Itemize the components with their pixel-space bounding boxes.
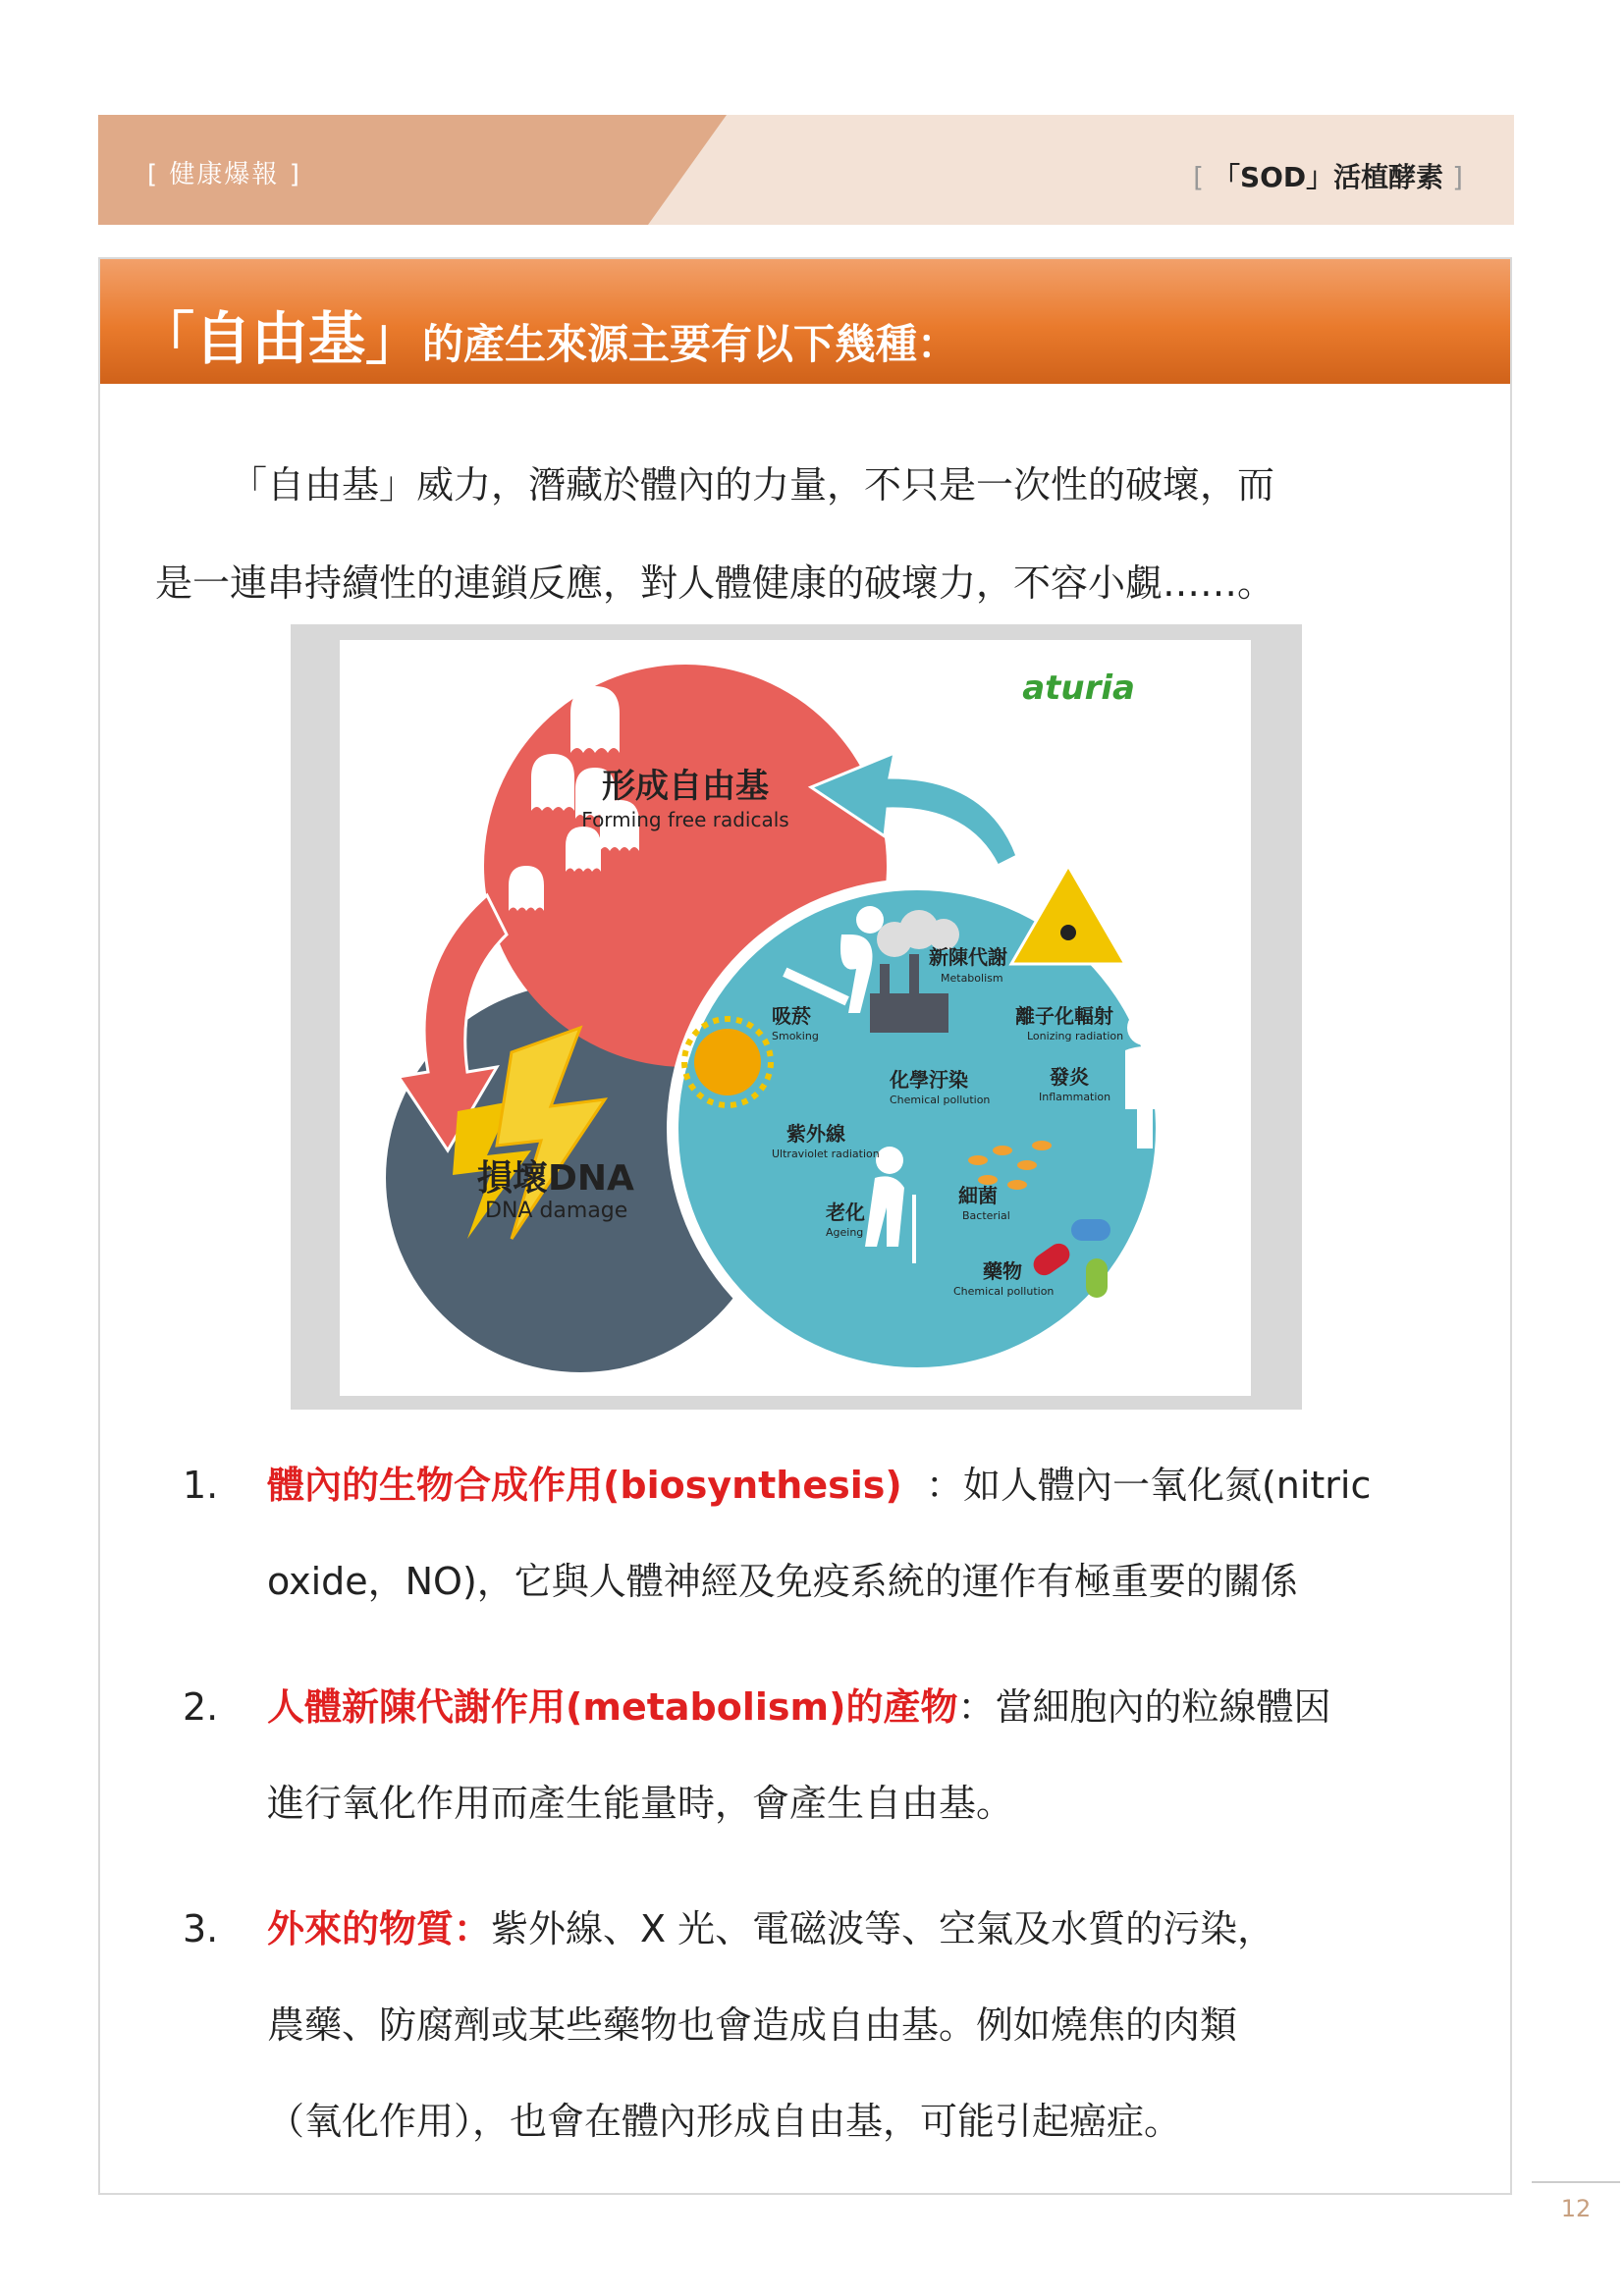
source-list xyxy=(183,1437,1459,2199)
source-label-zh: 細菌 xyxy=(958,1184,998,1207)
list-item xyxy=(183,1659,1459,1851)
content-box xyxy=(98,257,1512,2195)
list-number: 3. xyxy=(183,1907,219,1950)
page-header xyxy=(98,115,1514,225)
source-label-en: Metabolism xyxy=(941,972,1003,985)
source-label-en: Chemical pollution xyxy=(890,1094,991,1106)
list-item xyxy=(183,1437,1459,1629)
header-wedge xyxy=(648,115,727,225)
header-product-label: 「SOD」活植酵素 xyxy=(1212,161,1444,193)
intro-line-1: 「自由基」威力，潛藏於體內的力量，不只是一次性的破壞，而 xyxy=(230,463,1275,507)
source-label-zh: 化學汙染 xyxy=(890,1068,968,1092)
dna-label-en: DNA damage xyxy=(485,1199,628,1223)
header-category: [ 健康爆報 ] xyxy=(147,160,301,189)
list-text: 進行氧化作用而產生能量時，會產生自由基。 xyxy=(267,1782,1014,1825)
source-label-zh: 藥物 xyxy=(983,1259,1022,1283)
list-highlight: 人體新陳代謝作用(metabolism)的產物 xyxy=(267,1685,958,1729)
list-highlight: 體內的生物合成作用(biosynthesis) xyxy=(267,1464,902,1507)
list-text: ：當細胞內的粒線體因 xyxy=(957,1685,1331,1729)
intro-line-2: 是一連串持續性的連鎖反應，對人體健康的破壞力，不容小覷……。 xyxy=(155,561,1275,605)
dna-label-zh: 損壞DNA xyxy=(477,1158,634,1199)
list-number: 1. xyxy=(183,1464,219,1507)
forming-label-en: Forming free radicals xyxy=(581,808,789,831)
free-radical-infographic xyxy=(291,624,1302,1410)
source-label-zh: 吸菸 xyxy=(772,1004,811,1028)
list-text: ：如人體內一氧化氮(nitric xyxy=(925,1464,1372,1507)
header-category-label: 健康爆報 xyxy=(169,160,280,189)
section-title xyxy=(137,293,958,375)
list-highlight: 外來的物質： xyxy=(267,1907,492,1950)
list-text: 紫外線、X 光、電磁波等、空氣及水質的污染， xyxy=(491,1907,1275,1950)
source-label-zh: 紫外線 xyxy=(786,1122,845,1146)
source-label-en: Smoking xyxy=(772,1030,819,1042)
aturia-logo: aturia xyxy=(1022,668,1135,708)
page-number: 12 xyxy=(1532,2181,1620,2222)
source-label-en: Ageing xyxy=(826,1226,864,1239)
source-label-zh: 老化 xyxy=(826,1201,865,1224)
source-label-en: Ultraviolet radiation xyxy=(772,1148,880,1160)
source-label-zh: 新陳代謝 xyxy=(929,945,1007,969)
source-label-en: Inflammation xyxy=(1039,1091,1111,1103)
source-label-zh: 發炎 xyxy=(1050,1065,1089,1089)
list-text: （氧化作用），也會在體內形成自由基，可能引起癌症。 xyxy=(267,2100,1182,2143)
list-item xyxy=(183,1881,1459,2169)
source-label-en: Lonizing radiation xyxy=(1027,1030,1124,1042)
section-title-bar xyxy=(100,259,1510,384)
forming-label-zh: 形成自由基 xyxy=(602,767,769,806)
section-title-quoted: 「自由基」 xyxy=(137,305,423,372)
intro-paragraph xyxy=(155,436,1461,632)
source-label-zh: 離子化輻射 xyxy=(1015,1004,1113,1028)
source-label-en: Chemical pollution xyxy=(953,1285,1055,1298)
source-label-en: Bacterial xyxy=(962,1209,1010,1222)
infographic-canvas xyxy=(340,640,1251,1396)
infographic-svg xyxy=(340,640,1251,1396)
list-number: 2. xyxy=(183,1685,219,1729)
list-text: oxide，NO)，它與人體神經及免疫系統的運作有極重要的關係 xyxy=(267,1560,1298,1603)
list-text: 農藥、防腐劑或某些藥物也會造成自由基。例如燒焦的肉類 xyxy=(267,2003,1238,2047)
section-title-rest: 的產生來源主要有以下幾種： xyxy=(422,320,959,368)
header-product: [ 「SOD」活植酵素 ] xyxy=(1193,161,1463,193)
